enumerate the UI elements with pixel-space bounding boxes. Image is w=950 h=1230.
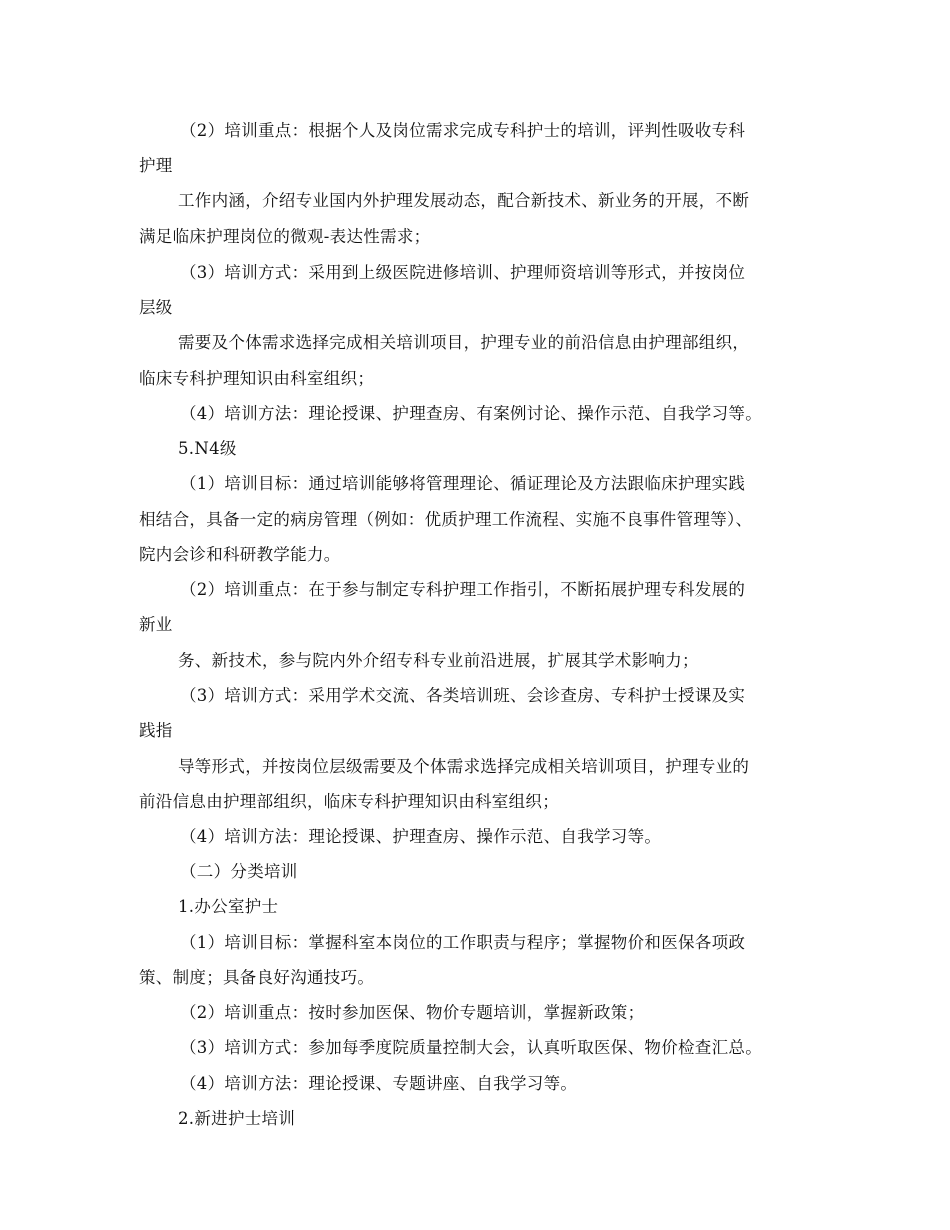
text-line: 满足临床护理岗位的微观-表达性需求；: [139, 227, 431, 246]
text-line: 前沿信息由护理部组织，临床专科护理知识由科室组织；: [139, 792, 559, 811]
text-line: 践指: [139, 721, 173, 740]
section-heading: 2.新进护士培训: [178, 1109, 296, 1128]
text-line: 院内会诊和科研教学能力。: [139, 545, 341, 564]
text-line: （4）培训方法：理论授课、护理查房、有案例讨论、操作示范、自我学习等。: [180, 404, 762, 423]
text-line: 需要及个体需求选择完成相关培训项目，护理专业的前沿信息由护理部组织，: [178, 333, 750, 352]
text-line: 导等形式，并按岗位层级需要及个体需求选择完成相关培训项目，护理专业的: [178, 757, 750, 776]
text-line: 临床专科护理知识由科室组织；: [139, 369, 375, 388]
section-heading: 1.办公室护士: [178, 897, 279, 916]
text-line: （4）培训方法：理论授课、专题讲座、自我学习等。: [180, 1074, 578, 1093]
section-heading: 5.N4级: [178, 439, 237, 458]
text-line: （3）培训方式：采用到上级医院进修培训、护理师资培训等形式，并按岗位: [180, 263, 746, 282]
text-line: 相结合，具备一定的病房管理（例如：优质护理工作流程、实施不良事件管理等）、: [139, 510, 753, 529]
text-line: （3）培训方式：采用学术交流、各类培训班、会诊查房、专科护士授课及实: [180, 686, 746, 705]
text-line: （2）培训重点：按时参加医保、物价专题培训，掌握新政策；: [180, 1003, 645, 1022]
text-line: 护理: [139, 156, 173, 175]
text-line: （3）培训方式：参加每季度院质量控制大会，认真听取医保、物价检查汇总。: [180, 1038, 762, 1057]
text-line: （1）培训目标：掌握科室本岗位的工作职责与程序；掌握物价和医保各项政: [180, 933, 746, 952]
text-line: 务、新技术，参与院内外介绍专科专业前沿进展，扩展其学术影响力；: [178, 651, 699, 670]
text-line: 层级: [139, 298, 173, 317]
text-line: 工作内涵，介绍专业国内外护理发展动态，配合新技术、新业务的开展，不断: [178, 191, 750, 210]
text-line: （2）培训重点：根据个人及岗位需求完成专科护士的培训，评判性吸收专科: [180, 121, 746, 140]
text-line: 新业: [139, 615, 173, 634]
text-line: （2）培训重点：在于参与制定专科护理工作指引，不断拓展护理专科发展的: [180, 580, 746, 599]
text-line: 策、制度；具备良好沟通技巧。: [139, 968, 375, 987]
text-line: （4）培训方法：理论授课、护理查房、操作示范、自我学习等。: [180, 827, 662, 846]
section-heading: （二）分类培训: [180, 862, 298, 881]
text-line: （1）培训目标：通过培训能够将管理理论、循证理论及方法跟临床护理实践: [180, 474, 746, 493]
